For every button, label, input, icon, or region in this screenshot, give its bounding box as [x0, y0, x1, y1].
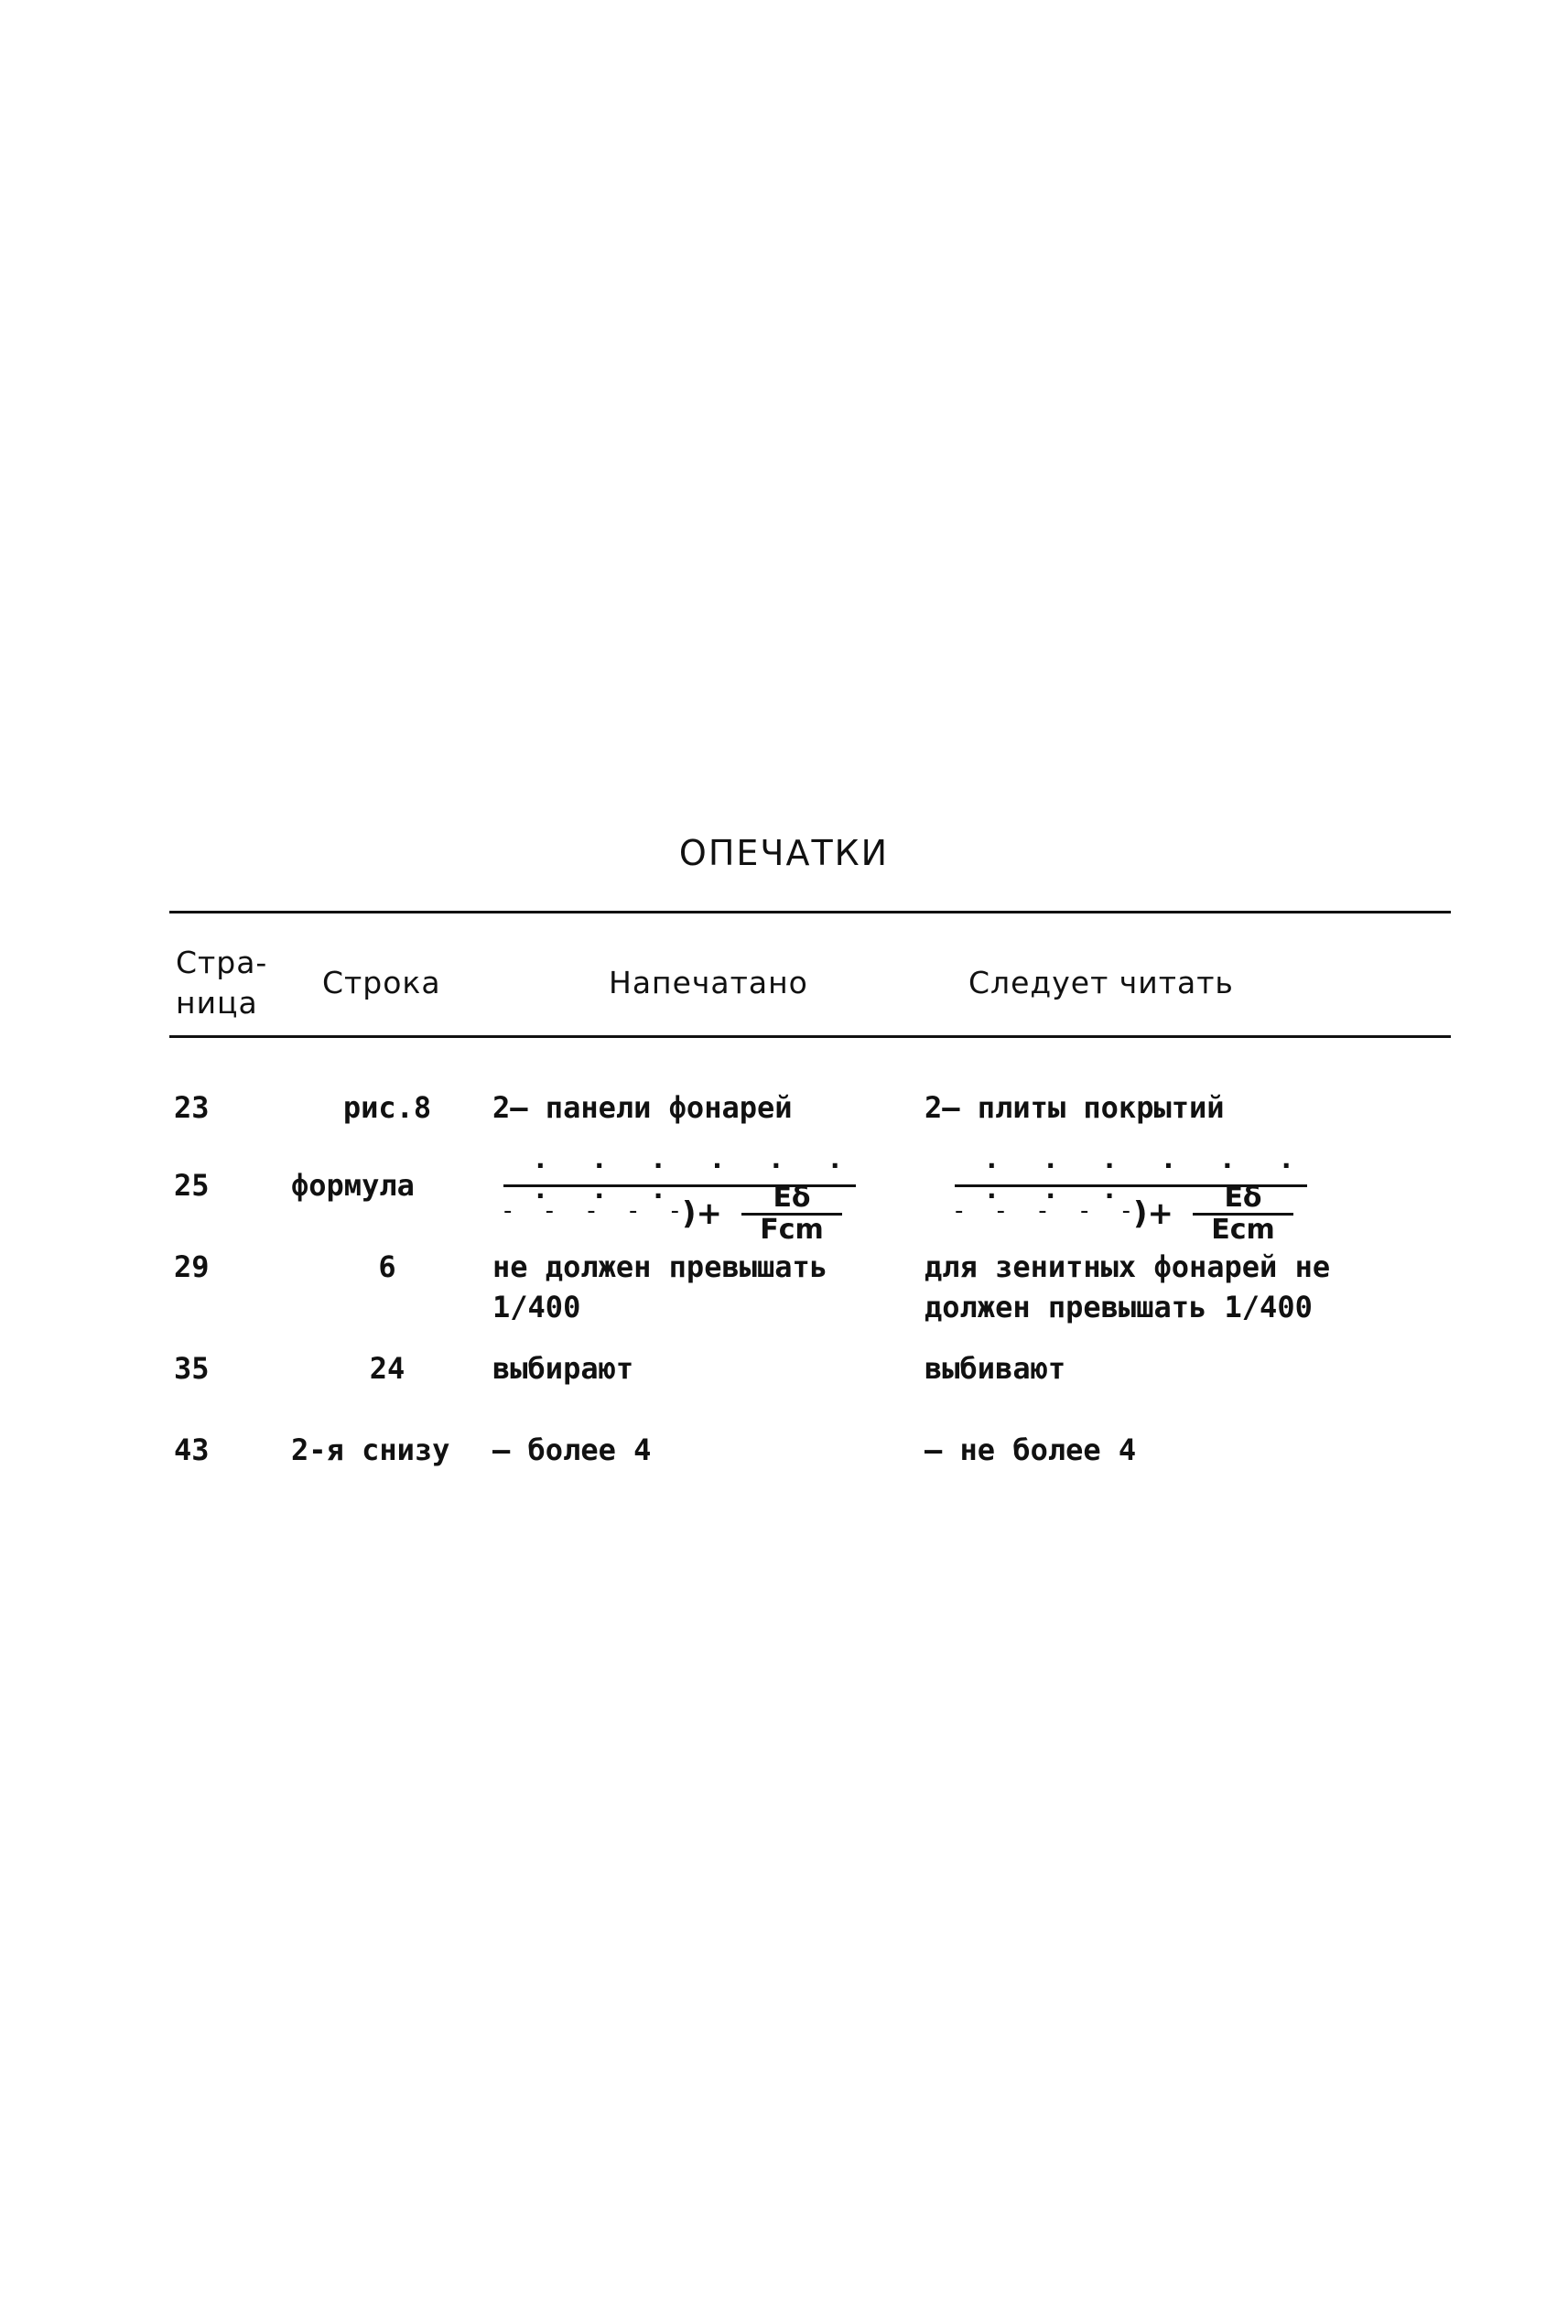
row-4-page: 35 — [174, 1351, 210, 1386]
row-1-line: рис.8 — [342, 1090, 432, 1125]
row-2-page: 25 — [174, 1168, 210, 1203]
row-1-printed: 2– панели фонарей — [492, 1090, 793, 1125]
row-1-page: 23 — [174, 1090, 210, 1125]
row-2-line: формула — [291, 1168, 415, 1203]
row-3-printed: не должен превышать 1/400 — [492, 1249, 828, 1324]
row-5-page: 43 — [174, 1432, 210, 1467]
formula-fraction — [741, 1184, 842, 1244]
row-3-line: 6 — [378, 1249, 396, 1284]
header-read: Следует читать — [968, 965, 1234, 1000]
formula-tail: )+ — [1133, 1195, 1174, 1232]
row-4-read: выбивают — [925, 1351, 1066, 1386]
formula-dots-top: . . . . . . . . . — [535, 1144, 860, 1205]
formula-numerator: Eδ — [773, 1182, 811, 1214]
header-line: Строка — [322, 965, 441, 1000]
row-2-read-formula — [950, 1144, 1316, 1245]
formula-denominator: Ecm — [1211, 1214, 1275, 1246]
formula-fraction — [1193, 1184, 1293, 1244]
row-5-line: 2-я снизу — [291, 1432, 450, 1467]
header-printed: Напечатано — [609, 965, 808, 1000]
formula-dots-top: . . . . . . . . . — [987, 1144, 1312, 1205]
row-1-read: 2– плиты покрытий — [925, 1090, 1225, 1125]
formula-denominator: Fcm — [760, 1214, 824, 1246]
formula-dots-bottom: - - - - - — [955, 1197, 1143, 1225]
header-page — [176, 943, 304, 1023]
row-3-page: 29 — [174, 1249, 210, 1284]
row-4-printed: выбирают — [492, 1351, 634, 1386]
row-3-read: для зенитных фонарей не должен превышать 1/400 — [925, 1249, 1331, 1324]
row-4-line: 24 — [369, 1351, 406, 1386]
formula-dots-bottom: - - - - - — [503, 1197, 692, 1225]
row-2-printed-formula — [499, 1144, 865, 1245]
formula-tail: )+ — [682, 1195, 723, 1232]
row-5-printed: – более 4 — [492, 1432, 652, 1467]
table-header-rule — [169, 1035, 1451, 1038]
header-page-line: ница — [176, 985, 258, 1021]
page-title: ОПЕЧАТКИ — [678, 833, 890, 873]
table-top-rule — [169, 911, 1451, 913]
row-5-read: – не более 4 — [925, 1432, 1137, 1467]
header-page-line: Стра- — [176, 945, 268, 980]
formula-numerator: Eδ — [1224, 1182, 1262, 1214]
